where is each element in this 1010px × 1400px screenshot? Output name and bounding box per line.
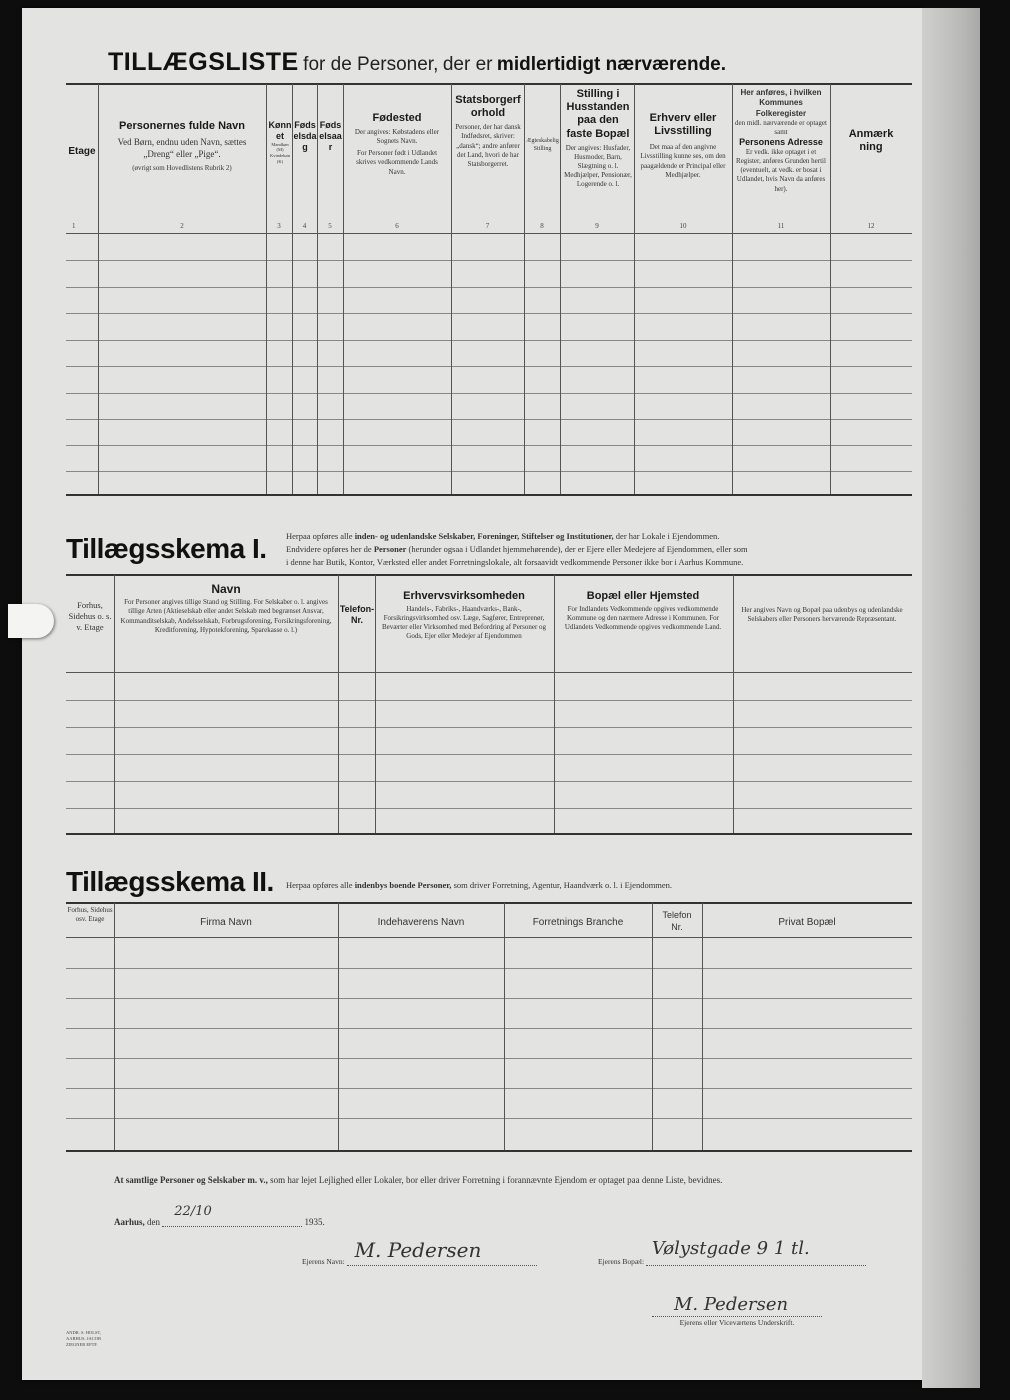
- col-register-header: Her anføres, i hvilken Kommunes Folkeregister den midl. nærværende er optaget samt Personens Adresse Er vedk. ikke optaget i et Register, anføres Grunden hertil (eventuelt, at vedk. er bosat i Udlandet, hvis Navn da anføres her).: [735, 88, 827, 193]
- owner-address-line: Ejerens Bopæl: Vølystgade 9 1 tl.: [598, 1256, 866, 1266]
- col-etage-header: Etage: [68, 146, 96, 157]
- skema1-col-business-header: Erhvervsvirksomheden Handels-, Fabriks-, Haandværks-, Bank-, Forsikringsvirksomhed osv. Læge, Sagfører, Entreprenør, Beværter eller Virksomhed med Befordring af Personer og Gods, Ejer eller Medejer af Ejendommen: [381, 590, 547, 641]
- colnum-9: 9: [595, 222, 599, 230]
- colnum-7: 7: [485, 222, 490, 230]
- signature-area: [652, 1294, 822, 1334]
- printer-imprint: ANDR. S. HOLST, AARHUS. JACOB ZIEGNER EFTF.: [66, 1330, 102, 1347]
- col-name-header: Personernes fulde Navn Ved Børn, endnu uden Navn, sættes „Dreng“ eller „Pige“. (øvrigt som Hovedlistens Rubrik 2): [117, 120, 247, 172]
- colnum-6: 6: [395, 222, 399, 230]
- skema2-col-owner-header: Indehaverens Navn: [377, 917, 465, 928]
- date-line: Aarhus, den 22/10 1935.: [114, 1204, 325, 1227]
- skema1-col-residence-header: Bopæl eller Hjemsted For Indlandets Vedkommende opgives vedkommende Kommune og den nærmere Adresse i Kommunen. For Udlandets Vedkommende opgives vedkommende Land.: [564, 590, 722, 632]
- date-handwritten: 22/10: [174, 1204, 212, 1219]
- page-title: [108, 48, 908, 77]
- col-citizenship-header: Statsborgerforhold Personer, der har dansk Indfødsret, skriver: „dansk“; andre anfører det Land, hvori de har Statsborgerret.: [455, 94, 521, 168]
- colnum-3: 3: [277, 222, 281, 230]
- skema2-col-private-header: Privat Bopæl: [778, 917, 836, 928]
- skema2-col-phone-header: Telefon Nr.: [662, 910, 692, 932]
- col-marital-header: Ægteskabelig Stilling: [526, 138, 559, 152]
- colnum-10: 10: [679, 222, 687, 230]
- skema1-title: Tillægsskema I.: [66, 533, 267, 564]
- skema2-col-branch-header: Forretnings Branche: [532, 917, 624, 928]
- owner-signature: M. Pedersen: [674, 1294, 789, 1315]
- colnum-8: 8: [540, 222, 544, 230]
- colnum-5: 5: [328, 222, 332, 230]
- title-part2: der er: [442, 54, 493, 75]
- skema1-col-name-header: Navn For Personer angives tillige Stand og Stilling. For Selskaber o. l. angives tillige Arten (Aktieselskab eller andet Selskab med begrænset Ansvar, Kommanditselskab, Andelsselskab, Forbrugsforening, Forsikringsforening, Kreditforening, Hypotekforening, Sparekasse o. l.): [120, 582, 332, 634]
- skema2-intro: Herpaa opføres alle indenbys boende Personer, som driver Forretning, Agentur, Haandværk o. l. i Ejendommen.: [286, 880, 673, 890]
- col-household-header: Stilling i Husstanden paa den faste Bopæl Der angives: Husfader, Husmoder, Barn, Slægtning o. l. Medhjælper, Pensionær, Logerende o. l.: [564, 88, 632, 189]
- skema2-col-etage-header: Forhus, Sidehus osv. Etage: [67, 906, 113, 924]
- col-birthplace-header: Fødested Der angives: Købstadens eller Sognets Navn. For Personer født i Udlandet skrives vedkommende Lands Navn.: [354, 112, 440, 176]
- skema1-col-representative-header: Her angives Navn og Bopæl paa udenbys og udenlandske Selskabers eller Personers herværende Repræsentant.: [741, 606, 903, 624]
- certification-text: At samtlige Personer og Selskaber m. v., som har lejet Lejlighed eller Lokaler, bor eller driver Forretning i forannævnte Ejendom er optaget paa denne Liste, bevidnes.: [114, 1175, 723, 1185]
- col-birthyear-header: Fødselsaar: [319, 120, 342, 152]
- skema2-col-firm-header: Firma Navn: [200, 917, 252, 928]
- skema2-title: Tillægsskema II.: [66, 866, 274, 897]
- colnum-2: 2: [180, 222, 184, 230]
- skema1-col-phone-header: Telefon-Nr.: [339, 604, 375, 625]
- col-occupation-header: Erhverv eller Livsstilling Det maa af den angivne Livsstilling kunne ses, om den paagældende er Principal eller Medhjælper.: [640, 112, 726, 179]
- colnum-12: 12: [867, 222, 875, 230]
- col-birthday-header: Fødselsdag: [293, 120, 317, 152]
- skema1-col-etage-header: Forhus, Sidehus o. s. v. Etage: [68, 600, 112, 633]
- colnum-4: 4: [302, 222, 307, 230]
- skema1-intro: Herpaa opføres alle inden- og udenlandske Selskaber, Foreninger, Stiftelser og Institutioner, der har Lokale i Ejendommen. Endvidere opføres her de Personer (herunder ogsaa i Udlandet hjemmehørende), der er Ejere eller Medejere af Ejendommen, eller som i denne har Butik, Kontor, Værksted eller andet Forretningslokale, alt forsaavidt vedkommende Personer ikke bor i Aarhus Kommune.: [286, 531, 748, 567]
- title-main: TILLÆGSLISTE: [108, 48, 299, 76]
- title-part1: for de Personer,: [303, 54, 439, 75]
- col-remark-header: Anmærkning: [848, 128, 894, 154]
- title-emphasis: midlertidigt nærværende.: [496, 54, 727, 75]
- owner-address-handwritten: Vølystgade 9 1 tl.: [651, 1238, 810, 1259]
- thumb: [8, 604, 54, 638]
- owner-name-line: Ejerens Navn: M. Pedersen: [302, 1256, 537, 1266]
- owner-name-handwritten: M. Pedersen: [354, 1238, 482, 1262]
- colnum-11: 11: [777, 222, 785, 230]
- census-form-page: [22, 8, 922, 1380]
- col-sex-header: Kønnet Mandkøn (M) Kvindekøn (K): [268, 120, 292, 165]
- signature-label: Ejerens eller Viceværtens Underskrift.: [679, 1318, 795, 1327]
- adjacent-page-edge: [922, 8, 980, 1388]
- colnum-1: 1: [72, 222, 76, 230]
